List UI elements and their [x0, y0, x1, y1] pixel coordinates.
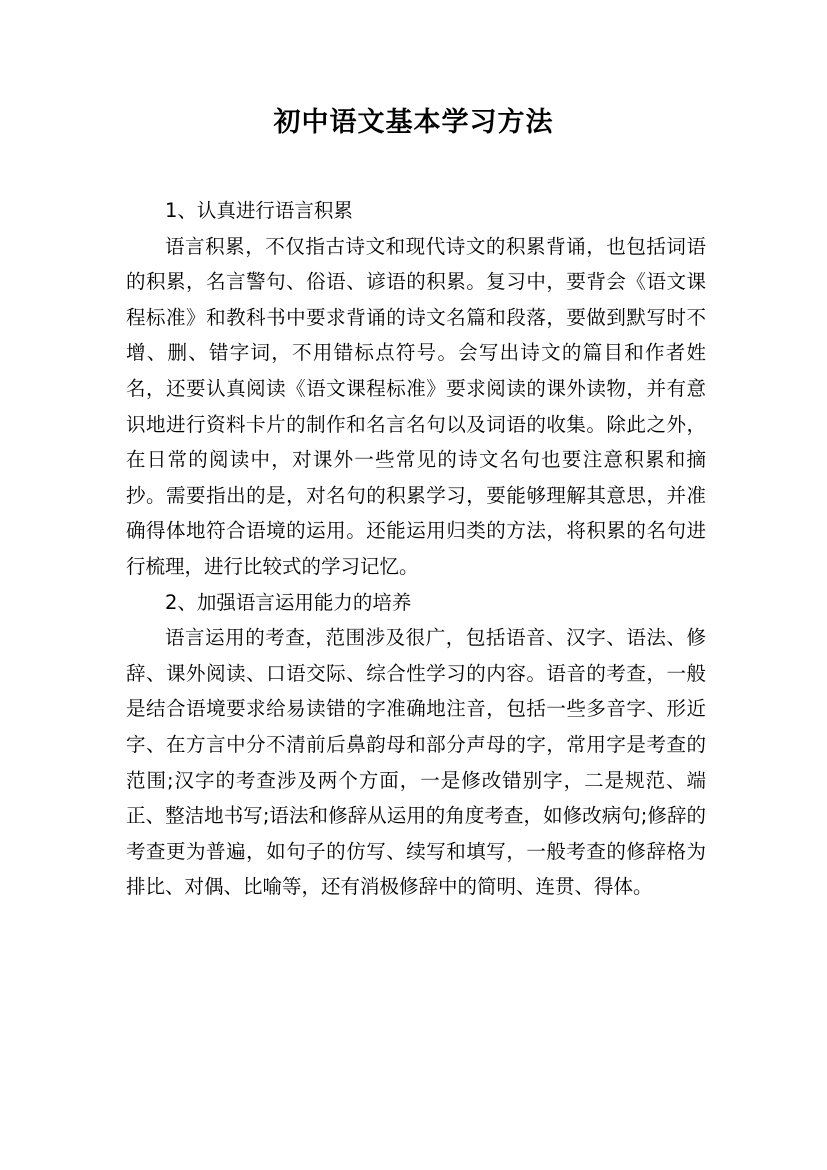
page-title: 初中语文基本学习方法: [273, 107, 554, 138]
section-paragraph-2: 语言运用的考查，范围涉及很广，包括语音、汉字、语法、修辞、课外阅读、口语交际、综合性学习的内容。语音的考查，一般是结合语境要求给易读错的字准确地注音，包括一些多音字、形近字、在方言中分不清前后鼻韵母和部分声母的字，常用字是考查的范围;汉字的考查涉及两个方面，一是修改错别字，二是规范、端正、整洁地书写;语法和修辞从运用的角度考查，如修改病句;修辞的考查更为普遍，如句子的仿写、续写和填写，一般考查的修辞格为排比、对偶、比喻等，还有消极修辞中的简明、连贯、得体。: [126, 626, 706, 899]
section-paragraph-1: 语言积累，不仅指古诗文和现代诗文的积累背诵，也包括词语的积累，名言警句、俗语、谚语的积累。复习中，要背会《语文课程标准》和教科书中要求背诵的诗文名篇和段落，要做到默写时不增、删、错字词，不用错标点符号。会写出诗文的篇目和作者姓名，还要认真阅读《语文课程标准》要求阅读的课外读物，并有意识地进行资料卡片的制作和名言名句以及词语的收集。除此之外，在日常的阅读中，对课外一些常见的诗文名句也要注意积累和摘抄。需要指出的是，对名句的积累学习，要能够理解其意思，并准确得体地符合语境的运用。还能运用归类的方法，将积累的名句进行梳理，进行比较式的学习记忆。: [126, 234, 706, 578]
document-body: [126, 193, 706, 905]
section-heading-1: 1、认真进行语言积累: [165, 199, 353, 222]
section-heading-2: 2、加强语言运用能力的培养: [165, 590, 412, 614]
